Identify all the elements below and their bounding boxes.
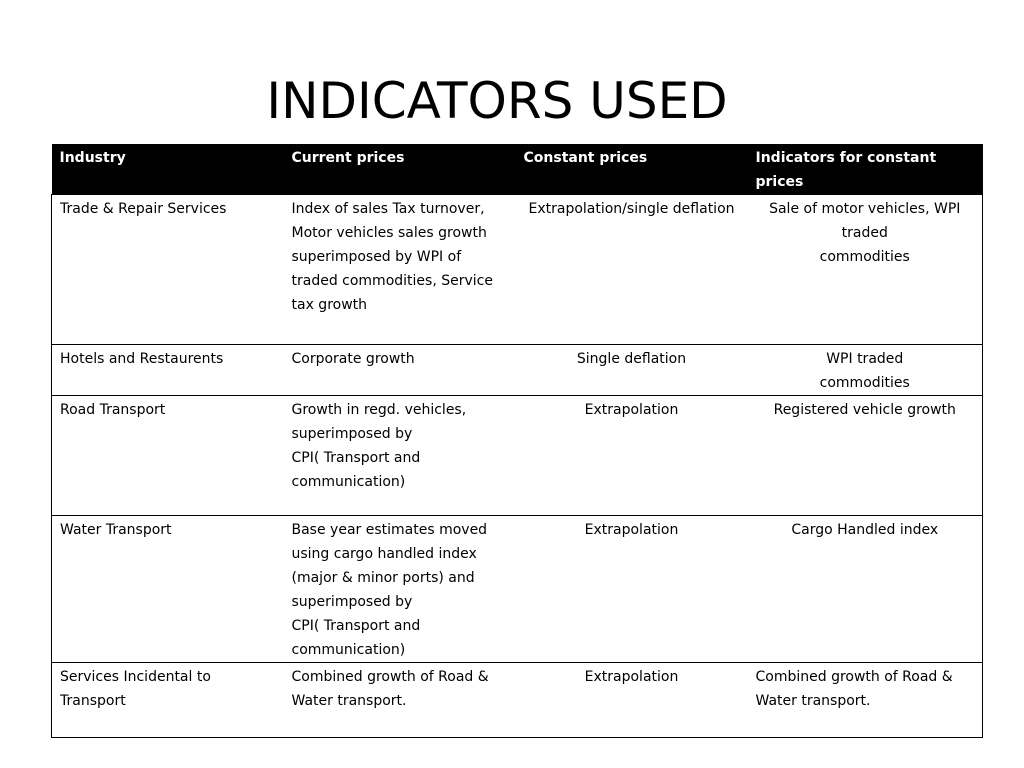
cell-constant-prices: Extrapolation/single deflation xyxy=(516,195,748,345)
header-industry: Industry xyxy=(59,150,126,166)
cell-industry: Trade & Repair Services xyxy=(52,195,284,345)
cell-industry: Hotels and Restaurents xyxy=(52,345,284,396)
table-row xyxy=(52,396,983,516)
cell-constant-prices: Single deflation xyxy=(516,345,748,396)
cell-indicators: Combined growth of Road & Water transport. xyxy=(748,663,983,738)
cell-industry: Water Transport xyxy=(52,516,284,663)
cell-indicators: Sale of motor vehicles, WPI traded commodities xyxy=(748,195,983,345)
table-header-row xyxy=(52,144,983,195)
cell-constant-prices: Extrapolation xyxy=(516,663,748,738)
cell-current-prices: Index of sales Tax turnover, Motor vehicles sales growth superimposed by WPI of traded commodities, Service tax growth xyxy=(284,195,516,345)
table-row xyxy=(52,195,983,345)
cell-indicators: Registered vehicle growth xyxy=(748,396,983,516)
header-indicators: Indicators for constant prices xyxy=(755,150,937,190)
cell-industry: Road Transport xyxy=(52,396,284,516)
slide-title: INDICATORS USED xyxy=(266,72,728,130)
header-constant-prices: Constant prices xyxy=(523,150,648,166)
cell-current-prices: Combined growth of Road & Water transport. xyxy=(284,663,516,738)
table-row xyxy=(52,663,983,738)
cell-industry: Services Incidental to Transport xyxy=(52,663,284,738)
cell-indicators: Cargo Handled index xyxy=(748,516,983,663)
indicators-table xyxy=(51,144,983,738)
cell-constant-prices: Extrapolation xyxy=(516,516,748,663)
cell-constant-prices: Extrapolation xyxy=(516,396,748,516)
table-row xyxy=(52,345,983,396)
cell-indicators: WPI traded commodities xyxy=(748,345,983,396)
header-current-prices: Current prices xyxy=(291,150,405,166)
cell-current-prices: Corporate growth xyxy=(284,345,516,396)
table-row xyxy=(52,516,983,663)
cell-current-prices: Growth in regd. vehicles, superimposed by CPI( Transport and communication) xyxy=(284,396,516,516)
cell-current-prices: Base year estimates moved using cargo handled index (major & minor ports) and superimposed by CPI( Transport and communication) xyxy=(284,516,516,663)
